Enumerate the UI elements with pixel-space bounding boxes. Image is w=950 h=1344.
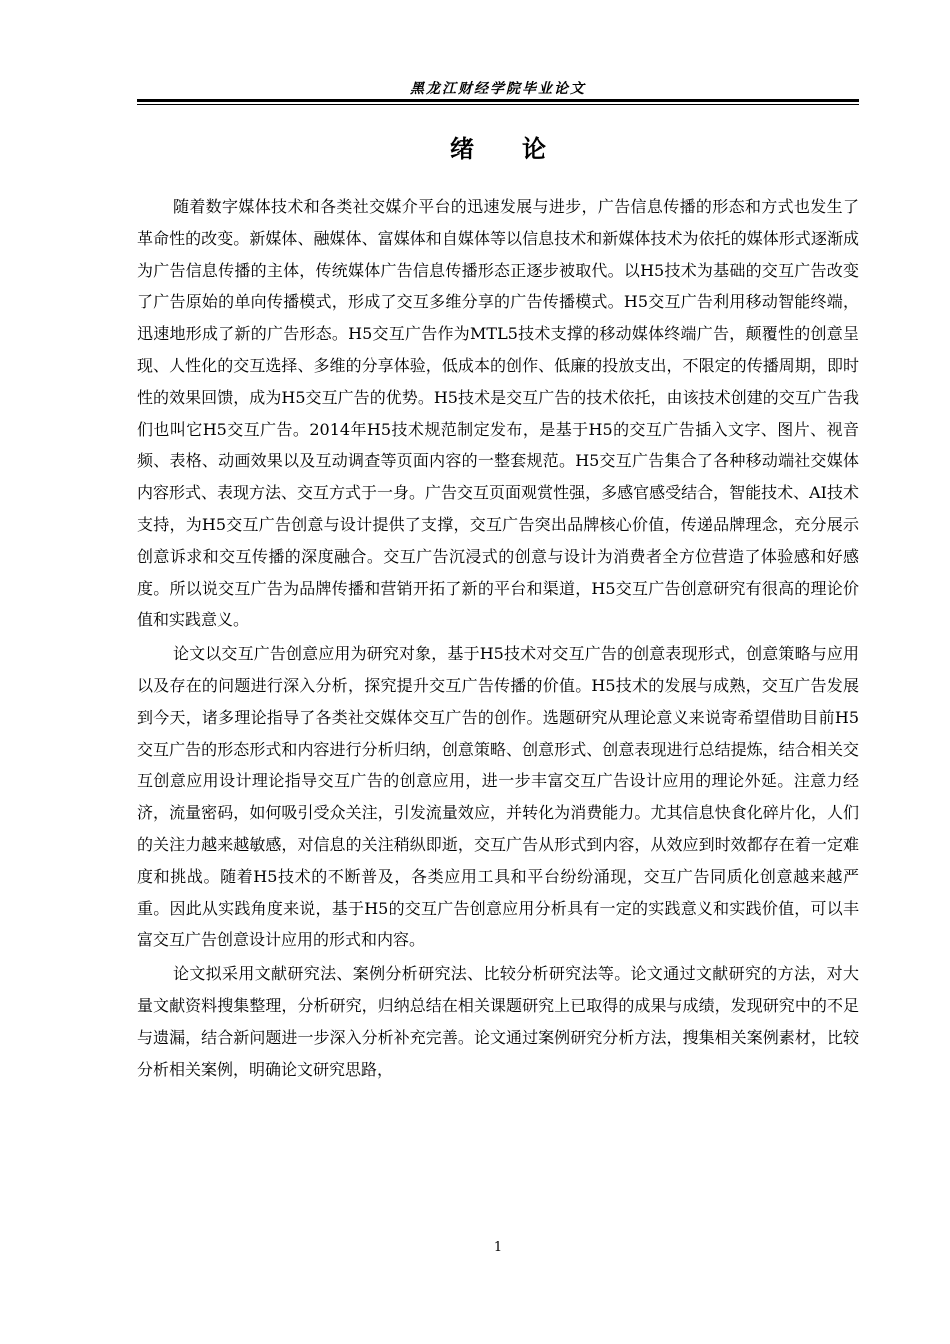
- page-number: 1: [493, 1240, 503, 1255]
- paragraph-2: 论文以交互广告创意应用为研究对象，基于H5技术对交互广告的创意表现形式，创意策略与应用以及存在的问题进行深入分析，探究提升交互广告传播的价值。H5技术的发展与成熟，交互广告发展到今天，诸多理论指导了各类社交媒体交互广告的创作。选题研究从理论意义来说寄希望借助目前H5交互广告的形态形式和内容进行分析归纳，创意策略、创意形式、创意表现进行总结提炼，结合相关交互创意应用设计理论指导交互广告的创意应用，进一步丰富交互广告设计应用的理论外延。注意力经济，流量密码，如何吸引受众关注，引发流量效应，并转化为消费能力。尤其信息快食化碎片化，人们的关注力越来越敏感，对信息的关注稍纵即逝，交互广告从形式到内容，从效应到时效都存在着一定难度和挑战。随着H5技术的不断普及，各类应用工具和平台纷纷涌现，交互广告同质化创意越来越严重。因此从实践角度来说，基于H5的交互广告创意应用分析具有一定的实践意义和实践价值，可以丰富交互广告创意设计应用的形式和内容。: [137, 644, 859, 950]
- running-header: 黑龙江财经学院毕业论文: [410, 81, 586, 97]
- body-text: [137, 191, 859, 1085]
- header-rule-thin: [137, 104, 859, 105]
- chapter-title: 绪论: [450, 134, 594, 163]
- paragraph-3: 论文拟采用文献研究法、案例分析研究法、比较分析研究法等。论文通过文献研究的方法，对大量文献资料搜集整理，分析研究，归纳总结在相关课题研究上已取得的成果与成绩，发现研究中的不足与遗漏，结合新问题进一步深入分析补充完善。论文通过案例研究分析方法，搜集相关案例素材，比较分析相关案例，明确论文研究思路，: [137, 964, 859, 1079]
- header-rule-thick: [137, 99, 859, 102]
- paragraph-1: 随着数字媒体技术和各类社交媒介平台的迅速发展与进步，广告信息传播的形态和方式也发生了革命性的改变。新媒体、融媒体、富媒体和自媒体等以信息技术和新媒体技术为依托的媒体形式逐渐成为广告信息传播的主体，传统媒体广告信息传播形态正逐步被取代。以H5技术为基础的交互广告改变了广告原始的单向传播模式，形成了交互多维分享的广告传播模式。H5交互广告利用移动智能终端，迅速地形成了新的广告形态。H5交互广告作为MTL5技术支撑的移动媒体终端广告，颠覆性的创意呈现、人性化的交互选择、多维的分享体验，低成本的创作、低廉的投放支出，不限定的传播周期，即时性的效果回馈，成为H5交互广告的优势。H5技术是交互广告的技术依托，由该技术创建的交互广告我们也叫它H5交互广告。2014年H5技术规范制定发布，是基于H5的交互广告插入文字、图片、视音频、表格、动画效果以及互动调查等页面内容的一整套规范。H5交互广告集合了各种移动端社交媒体内容形式、表现方法、交互方式于一身。广告交互页面观赏性强，多感官感受结合，智能技术、AI技术支持，为H5交互广告创意与设计提供了支撑，交互广告突出品牌核心价值，传递品牌理念，充分展示创意诉求和交互传播的深度融合。交互广告沉浸式的创意与设计为消费者全方位营造了体验感和好感度。所以说交互广告为品牌传播和营销开拓了新的平台和渠道，H5交互广告创意研究有很高的理论价值和实践意义。: [137, 197, 859, 630]
